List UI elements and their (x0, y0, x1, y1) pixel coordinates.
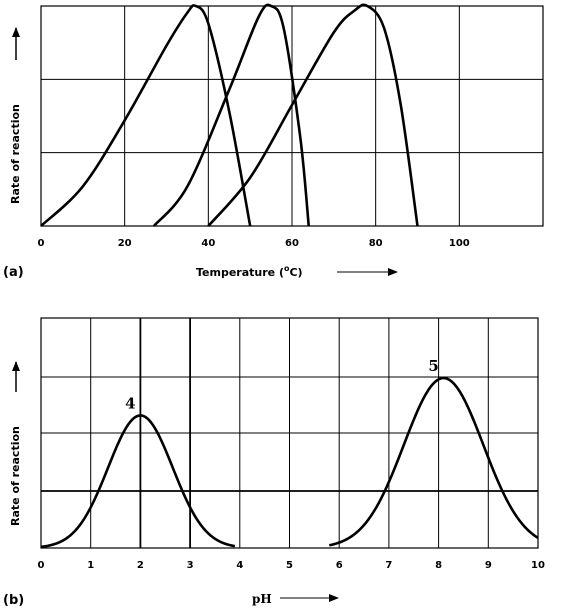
x-tick-label-a: 20 (117, 238, 132, 249)
x-tick-label-b: 6 (335, 560, 343, 571)
series-line-a-3 (208, 5, 417, 226)
x-tick-label-a: 60 (285, 238, 299, 249)
curve-label-b-5: 5 (428, 357, 439, 375)
x-axis-label-a: Temperature ($^o$C) (196, 264, 303, 279)
x-tick-label-b: 0 (37, 560, 45, 571)
series-a (41, 5, 418, 226)
series-line-b-4 (41, 415, 235, 546)
series-line-b-5 (329, 378, 538, 545)
x-ticks-b (38, 560, 545, 571)
x-tick-label-b: 1 (87, 560, 95, 571)
x-tick-label-a: 80 (368, 238, 383, 249)
x-ticks-a (38, 238, 470, 249)
x-tick-label-b: 5 (286, 560, 293, 571)
y-axis-label-a: Rate of reaction (9, 104, 22, 204)
panel-label-a: (a) (3, 265, 24, 280)
x-tick-label-b: 4 (236, 560, 244, 571)
x-tick-label-b: 10 (531, 560, 545, 571)
x-tick-label-b: 7 (385, 560, 393, 571)
curve-label-b-4: 4 (125, 394, 136, 413)
x-tick-label-b: 2 (136, 560, 144, 571)
panel-label-b: (b) (3, 593, 25, 608)
x-tick-label-b: 8 (435, 560, 443, 571)
x-tick-label-a: 100 (448, 238, 470, 249)
x-tick-label-a: 0 (37, 238, 45, 249)
y-axis-label-b: Rate of reaction (9, 426, 22, 526)
x-tick-label-a: 40 (201, 238, 216, 249)
x-axis-label-b: pH (252, 592, 272, 606)
curve-labels-b (125, 357, 439, 412)
x-tick-label-b: 9 (484, 560, 492, 571)
grid-b (41, 318, 538, 548)
grid-a (41, 6, 543, 226)
chart-panel-b (38, 318, 545, 571)
x-tick-label-b: 3 (186, 560, 194, 571)
chart-panel-a (38, 0, 543, 249)
